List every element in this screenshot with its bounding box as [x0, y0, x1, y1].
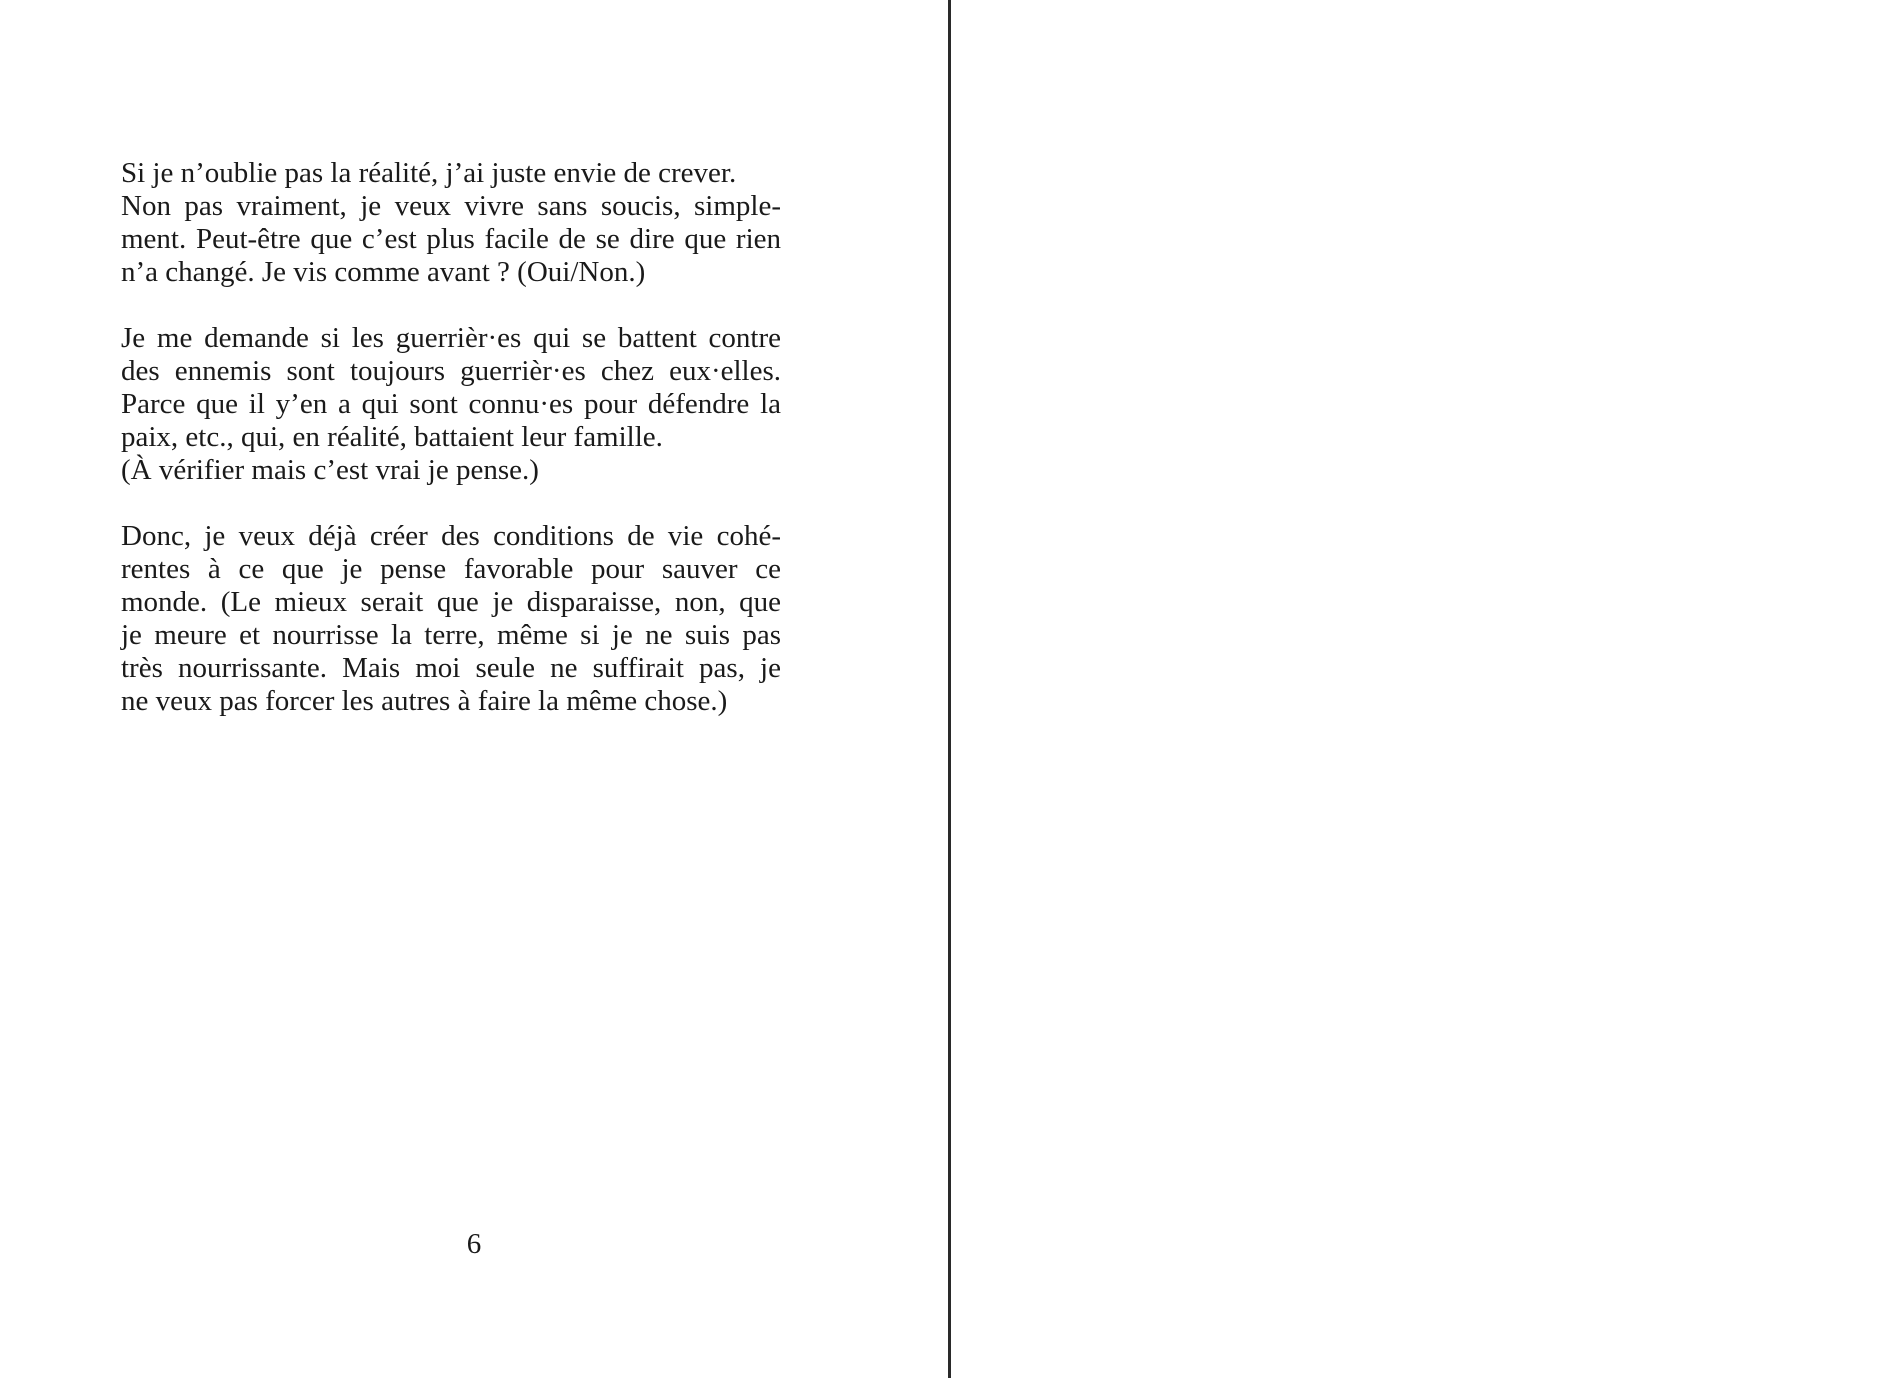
text-line: je meure et nourrisse la terre, même si je ne suis pas — [121, 619, 781, 651]
text-line: rentes à ce que je pense favorable pour sauver ce — [121, 553, 781, 585]
text-line: Parce que il y’en a qui sont connu·es pour défendre la — [121, 388, 781, 420]
text-line: ne veux pas forcer les autres à faire la même chose.) — [121, 685, 728, 717]
text-line: Non pas vraiment, je veux vivre sans soucis, simple- — [121, 190, 781, 222]
paragraph — [121, 520, 781, 718]
page-number: 6 — [466, 1228, 482, 1260]
text-line: n’a changé. Je vis comme avant ? (Oui/Non.) — [121, 256, 646, 288]
text-line: des ennemis sont toujours guerrièr·es chez eux·elles. — [121, 355, 781, 387]
text-line: (À vérifier mais c’est vrai je pense.) — [121, 454, 539, 486]
paragraph — [121, 322, 781, 487]
text-line: Donc, je veux déjà créer des conditions de vie cohé- — [121, 520, 781, 552]
text-line: très nourrissante. Mais moi seule ne suffirait pas, je — [121, 652, 781, 684]
text-line: ment. Peut-être que c’est plus facile de se dire que rien — [121, 223, 781, 255]
text-line: Je me demande si les guerrièr·es qui se battent contre — [121, 322, 781, 354]
text-line: monde. (Le mieux serait que je disparaisse, non, que — [121, 586, 781, 618]
text-line: Si je n’oublie pas la réalité, j’ai juste envie de crever. — [121, 157, 737, 189]
text-line: paix, etc., qui, en réalité, battaient leur famille. — [121, 421, 663, 453]
paragraph — [121, 157, 781, 289]
right-page — [951, 0, 1890, 1378]
body-text — [121, 157, 781, 751]
